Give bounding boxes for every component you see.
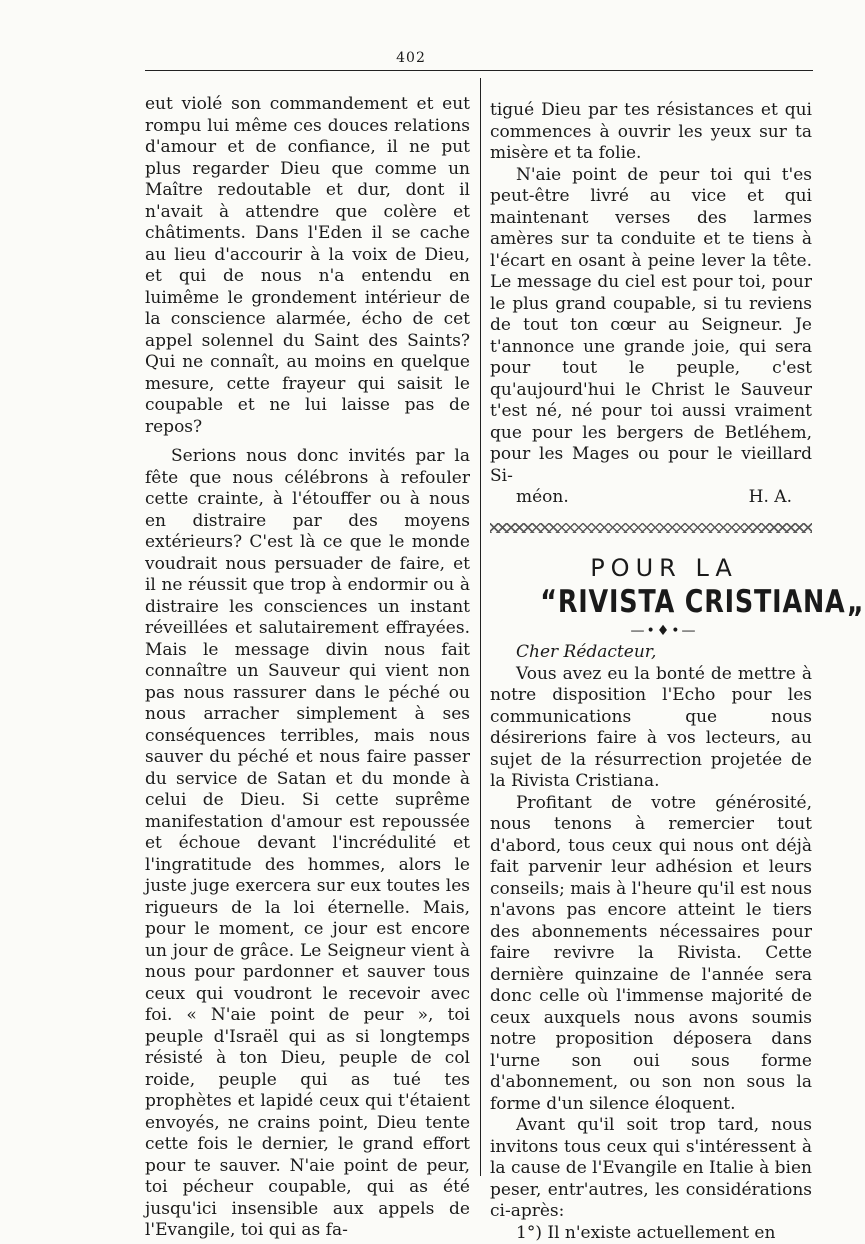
right-paragraph-4: Profitant de votre générosité, nous tenons à remercier tout d'abord, tous ceux qui nous ont déjà fait parvenir leur adhésion et leurs conseils; mais à l'heure qu'il est nous n'avons pas encore atteint le tiers des abonnements nécessaires pour faire revivre la Rivista. Cette dernière quinzaine de l'année sera donc celle où l'immense majorité de ceux auxquels nous avons soumis notre proposition déposera dans l'urne son oui sous forme d'abonnement, ou son non sous la forme d'un silence éloquent. xyxy=(490,793,812,1116)
ornament-divider: —•♦•— xyxy=(490,621,812,643)
section-heading-pour-la: POUR LA xyxy=(490,553,812,583)
column-divider xyxy=(480,78,481,1176)
right-paragraph-continuation: tigué Dieu par tes résistances et qui commences à ouvrir les yeux sur ta misère et ta folie. xyxy=(490,100,812,165)
signature: H. A. xyxy=(723,487,812,509)
left-paragraph-2: Serions nous donc invités par la fête que nous célébrons à refouler cette crainte, à l'étouffer ou à nous en distraire par des moyens extérieurs? C'est là ce que le monde voudrait nous persuader de faire, et il ne réussit que trop à endormir ou à distraire les consciences un instant réveillées et salutairement effrayées. Mais le message divin nous fait connaître un Sauveur qui vient non pas nous rassurer dans le péché ou nous arracher simplement à ses conséquences terribles, mais nous sauver du péché et nous faire passer du service de Satan et du monde à celui de Dieu. Si cette suprême manifestation d'amour est repoussée et échoue devant l'incrédulité et l'ingratitude des hommes, alors le juste juge exercera sur eux toutes les rigueurs de la loi éternelle. Mais, pour le moment, ce jour est encore un jour de grâce. Le Seigneur vient à nous pour pardonner et sauver tous ceux qui voudront le recevoir avec foi. « N'aie point de peur », toi peuple d'Israël qui as si longtemps résisté à ton Dieu, peuple de col roide, peuple qui as tué tes prophètes et lapidé ceux qui t'étaient envoyés, ne crains point, Dieu tente cette fois le dernier, le grand effort pour te sauver. N'aie point de peur, toi pécheur coupable, qui as été jusqu'ici insensible aux appels de l'Evangile, toi qui as fa- xyxy=(145,446,470,1242)
signoff-word: méon. xyxy=(490,487,569,509)
salutation: Cher Rédacteur, xyxy=(490,642,812,664)
signoff-line xyxy=(490,487,812,509)
right-paragraph-5: Avant qu'il soit trop tard, nous invitons tous ceux qui s'intéressent à la cause de l'Evangile en Italie à bien peser, entr'autres, les considérations ci-après: xyxy=(490,1115,812,1223)
right-column xyxy=(490,100,812,1244)
section-heading-rivista: “RIVISTA CRISTIANA„ xyxy=(519,583,783,621)
right-paragraph-2: N'aie point de peur toi qui t'es peut-être livré au vice et qui maintenant verses des larmes amères sur ta conduite et te tiens à l'écart en osant à peine lever la tête. Le message du ciel est pour toi, pour le plus grand coupable, si tu reviens de tout ton cœur au Seigneur. Je t'annonce une grande joie, qui sera pour tout le peuple, c'est qu'aujourd'hui le Christ le Sauveur t'est né, né pour toi aussi vraiment que pour les bergers de Betléhem, pour les Mages ou pour le vieillard Si- xyxy=(490,165,812,488)
ornamental-divider xyxy=(490,523,812,533)
header-rule xyxy=(145,70,813,71)
left-column xyxy=(145,94,470,1242)
right-paragraph-3: Vous avez eu la bonté de mettre à notre disposition l'Echo pour les communications que nous désirerions faire à vos lecteurs, au sujet de la résurrection projetée de la Rivista Cristiana. xyxy=(490,664,812,793)
right-paragraph-6: 1°) Il n'existe actuellement en xyxy=(490,1223,812,1244)
page-number: 402 xyxy=(0,50,822,66)
left-paragraph-1: eut violé son commandement et eut rompu lui même ces douces relations d'amour et de confiance, il ne put plus regarder Dieu que comme un Maître redoutable et dur, dont il n'avait à attendre que colère et châtiments. Dans l'Eden il se cache au lieu d'accourir à la voix de Dieu, et qui de nous n'a entendu en luimême le grondement intérieur de la conscience alarmée, écho de cet appel solennel du Saint des Saints? Qui ne connaît, au moins en quelque mesure, cette frayeur qui saisit le coupable et ne lui laisse pas de repos? xyxy=(145,94,470,438)
